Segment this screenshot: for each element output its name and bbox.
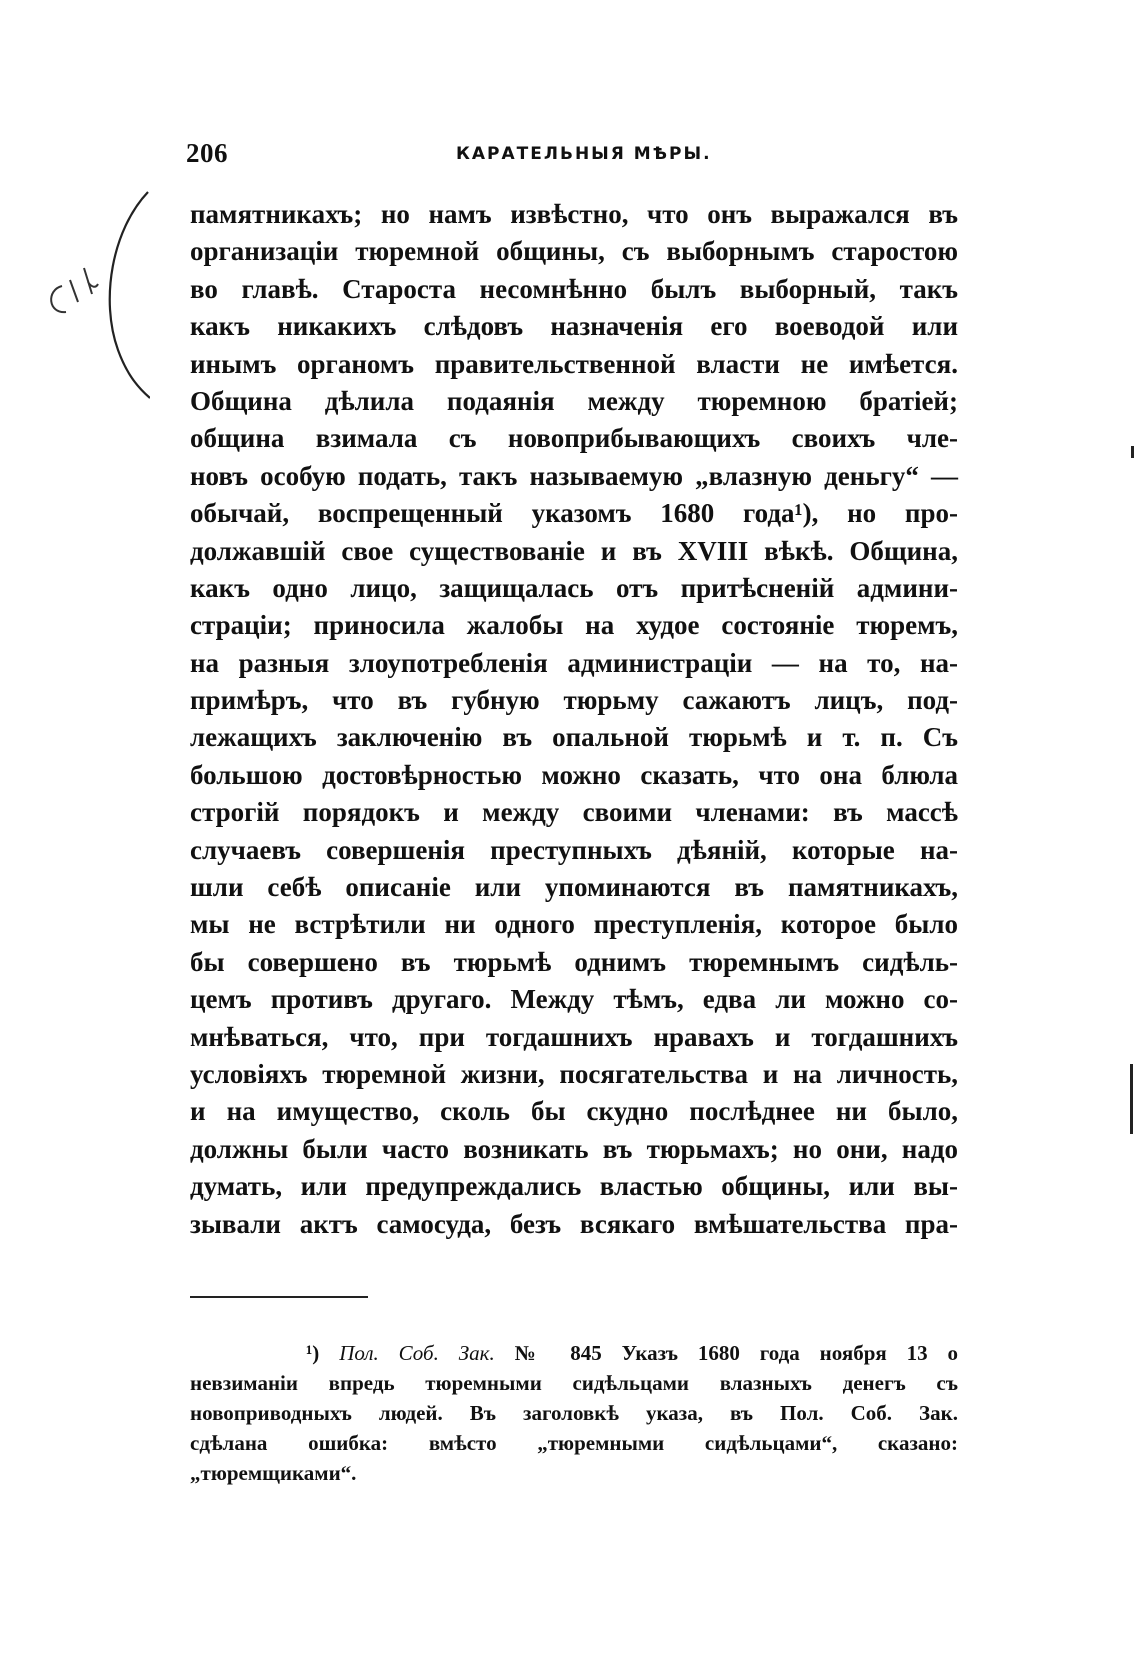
text-line: большою достовѣрностью можно сказать, что она блюла — [190, 759, 958, 790]
footnote-line: невзиманіи впредь тюремными сидѣльцами влазныхъ денегъ съ — [190, 1371, 958, 1395]
text-line: цемъ противъ другаго. Между тѣмъ, едва ли можно со- — [190, 984, 958, 1015]
running-title: КАРАТЕЛЬНЫЯ МѢРЫ. — [456, 144, 712, 164]
footnote-line-rest: № 845 Указъ 1680 года ноября 13 о — [514, 1341, 959, 1365]
footnote-line: сдѣлана ошибка: вмѣсто „тюремными сидѣльцами“, сказано: — [190, 1431, 958, 1455]
text-line: памятникахъ; но намъ извѣстно, что онъ выражался въ — [190, 199, 958, 229]
text-line: бы совершено въ тюрьмѣ однимъ тюремнымъ сидѣль- — [190, 946, 958, 977]
text-line: должны были часто возникать въ тюрьмахъ; но они, надо — [190, 1133, 958, 1164]
text-line: примѣръ, что въ губную тюрьму сажаютъ лицъ, под- — [190, 685, 958, 716]
scan-edge-mark-bottom — [1130, 1064, 1133, 1134]
text-line: и на имущество, сколь бы скудно послѣднее ни было, — [190, 1096, 958, 1127]
handwritten-margin-bracket — [40, 190, 150, 410]
footnote-line: „тюремщиками“. — [190, 1461, 357, 1485]
text-line: зывали актъ самосуда, безъ всякаго вмѣшательства пра- — [190, 1208, 958, 1239]
text-line: шли себѣ описаніе или упоминаются въ памятникахъ, — [190, 872, 958, 903]
text-line: должавшій свое существованіе и въ XVIII вѣкѣ. Община, — [190, 535, 958, 566]
text-line: думать, или предупреждались властью общины, или вы- — [190, 1171, 958, 1202]
margin-bracket-stroke — [110, 192, 150, 398]
text-line: мы не встрѣтили ни одного преступленія, которое было — [190, 909, 958, 940]
main-text-block — [190, 196, 958, 1243]
text-line: страціи; приносила жалобы на худое состояніе тюремъ, — [190, 610, 958, 641]
text-line: обычай, воспрещенный указомъ 1680 года¹), но про- — [190, 498, 958, 529]
text-line: Община дѣлила подаянія между тюремною братіей; — [190, 385, 958, 416]
text-line: новъ особую подать, такъ называемую „влазную деньгу“ — — [190, 460, 958, 491]
page-number: 206 — [186, 138, 228, 168]
text-line: во главѣ. Староста несомнѣнно былъ выборный, такъ — [190, 273, 958, 304]
text-line: какъ одно лицо, защищалась отъ притѣсненій админи- — [190, 572, 958, 603]
text-line: случаевъ совершенія преступныхъ дѣяній, которые на- — [190, 834, 958, 865]
footnote-divider — [190, 1296, 368, 1298]
text-line: инымъ органомъ правительственной власти не имѣется. — [190, 348, 958, 379]
page-header — [186, 138, 958, 178]
text-line: организаціи тюремной общины, съ выборнымъ старостою — [190, 236, 958, 267]
text-line: строгій порядокъ и между своими членами: въ массѣ — [190, 797, 958, 828]
scan-edge-mark-top — [1131, 446, 1134, 458]
margin-scribble — [51, 268, 98, 312]
text-line: община взимала съ новоприбывающихъ своихъ чле- — [190, 423, 958, 454]
footnote-source: Пол. Соб. Зак. — [339, 1341, 495, 1365]
text-line: какъ никакихъ слѣдовъ назначенія его воеводой или — [190, 311, 958, 342]
footnote-line: новоприводныхъ людей. Въ заголовкѣ указа, въ Пол. Соб. Зак. — [190, 1401, 958, 1425]
text-line: условіяхъ тюремной жизни, посягательства и на личность, — [190, 1058, 958, 1089]
footnote-block — [190, 1338, 958, 1488]
text-line: мнѣваться, что, при тогдашнихъ нравахъ и тогдашнихъ — [190, 1021, 958, 1052]
text-line: лежащихъ заключенію въ опальной тюрьмѣ и т. п. Съ — [190, 722, 958, 753]
footnote-marker: ¹) — [306, 1341, 320, 1365]
footnote-line — [190, 1338, 958, 1368]
text-line: на разныя злоупотребленія администраціи — на то, на- — [190, 647, 958, 678]
